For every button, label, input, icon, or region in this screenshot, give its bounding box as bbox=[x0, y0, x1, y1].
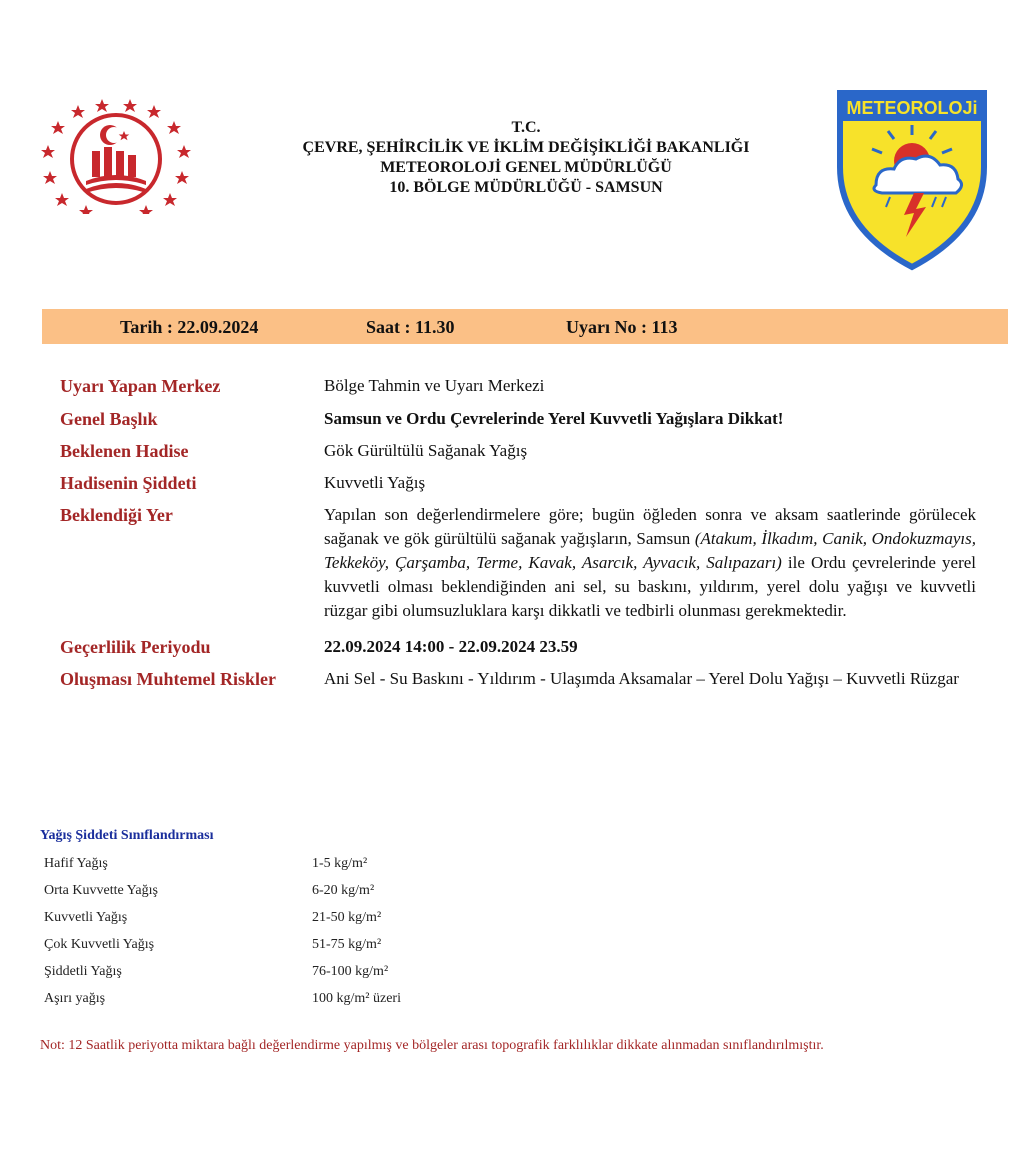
footnote: Not: 12 Saatlik periyotta miktara bağlı değerlendirme yapılmış ve bölgeler arası topografik farklılıklar dikkate alınmadan sınıflandırılmıştır. bbox=[40, 1038, 824, 1053]
detail-value bbox=[324, 501, 976, 623]
classification-value: 6-20 kg/m² bbox=[312, 882, 375, 898]
rain-classification bbox=[40, 826, 640, 1012]
classification-value: 51-75 kg/m² bbox=[312, 936, 382, 952]
detail-label: Uyarı Yapan Merkez bbox=[60, 376, 221, 396]
warning-details bbox=[60, 372, 990, 691]
ministry-seal-icon bbox=[40, 97, 192, 214]
detail-label: Genel Başlık bbox=[60, 409, 158, 429]
classification-row bbox=[40, 985, 640, 1012]
header-region: 10. BÖLGE MÜDÜRLÜĞÜ - SAMSUN bbox=[389, 179, 663, 196]
classification-name: Hafif Yağış bbox=[44, 855, 108, 871]
detail-row-event bbox=[60, 437, 990, 463]
classification-name: Çok Kuvvetli Yağış bbox=[44, 936, 155, 952]
detail-row-risks bbox=[60, 665, 990, 691]
detail-value: Kuvvetli Yağış bbox=[324, 473, 426, 492]
classification-name: Kuvvetli Yağış bbox=[44, 909, 128, 925]
classification-value: 76-100 kg/m² bbox=[312, 963, 389, 979]
classification-row bbox=[40, 850, 640, 877]
warning-number: Uyarı No : 113 bbox=[566, 317, 678, 337]
detail-label: Hadisenin Şiddeti bbox=[60, 473, 197, 493]
detail-row-validity bbox=[60, 633, 990, 659]
location-text-before: Yapılan son değerlendirmelere göre; bugün öğleden sonra ve aksam saatlerinde görülecek sağanak ve gök gürültülü sağanak yağışların, Samsun bbox=[324, 505, 976, 548]
classification-row bbox=[40, 931, 640, 958]
detail-value: Bölge Tahmin ve Uyarı Merkezi bbox=[324, 376, 545, 395]
detail-value: 22.09.2024 14:00 - 22.09.2024 23.59 bbox=[324, 637, 578, 656]
detail-row-severity bbox=[60, 469, 990, 495]
detail-label: Beklenen Hadise bbox=[60, 441, 189, 461]
classification-row bbox=[40, 877, 640, 904]
meteoroloji-logo-text: METEOROLOJi bbox=[846, 98, 978, 118]
classification-value: 21-50 kg/m² bbox=[312, 909, 382, 925]
warning-date: Tarih : 22.09.2024 bbox=[120, 317, 259, 337]
warning-info-bar bbox=[42, 309, 1008, 344]
detail-value: Ani Sel - Su Baskını - Yıldırım - Ulaşımda Aksamalar – Yerel Dolu Yağışı – Kuvvetli Rüzgar bbox=[324, 669, 959, 688]
detail-row-location bbox=[60, 501, 990, 623]
detail-value: Samsun ve Ordu Çevrelerinde Yerel Kuvvetli Yağışlara Dikkat! bbox=[324, 409, 784, 428]
detail-label: Beklendiği Yer bbox=[60, 505, 173, 525]
classification-value: 1-5 kg/m² bbox=[312, 855, 368, 871]
detail-value: Gök Gürültülü Sağanak Yağış bbox=[324, 441, 528, 460]
detail-row-title bbox=[60, 405, 990, 431]
classification-row bbox=[40, 958, 640, 985]
location-districts: (Atakum, İlkadım, Canik, Ondokuzmayıs, Tekkeköy, Çarşamba, Terme, Kavak, Asarcık, Ayvacık, Salıpazarı) bbox=[324, 529, 976, 572]
detail-label: Geçerlilik Periyodu bbox=[60, 637, 211, 657]
location-text-after: ile Ordu çevrelerinde yerel kuvvetli olması beklendiğinden ani sel, su baskını, yıldırım, yerel dolu yağışı ve kuvvetli rüzgar gibi olumsuzluklara karşı dikkatli ve tedbirli olunması gerekmektedir. bbox=[324, 553, 977, 620]
classification-name: Aşırı yağış bbox=[44, 990, 106, 1006]
meteoroloji-shield-icon bbox=[836, 89, 988, 271]
warning-time: Saat : 11.30 bbox=[366, 317, 455, 337]
detail-row-center bbox=[60, 372, 990, 398]
classification-name: Orta Kuvvette Yağış bbox=[44, 882, 158, 898]
document-header bbox=[200, 118, 852, 198]
header-ministry: ÇEVRE, ŞEHİRCİLİK VE İKLİM DEĞİŞİKLİĞİ BAKANLIĞI bbox=[302, 139, 750, 156]
classification-row bbox=[40, 904, 640, 931]
classification-value: 100 kg/m² üzeri bbox=[312, 990, 401, 1006]
header-tc: T.C. bbox=[511, 119, 541, 136]
header-directorate: METEOROLOJİ GENEL MÜDÜRLÜĞÜ bbox=[380, 159, 672, 176]
classification-title: Yağış Şiddeti Sınıflandırması bbox=[40, 828, 214, 843]
classification-name: Şiddetli Yağış bbox=[44, 963, 122, 979]
detail-label: Oluşması Muhtemel Riskler bbox=[60, 669, 276, 689]
